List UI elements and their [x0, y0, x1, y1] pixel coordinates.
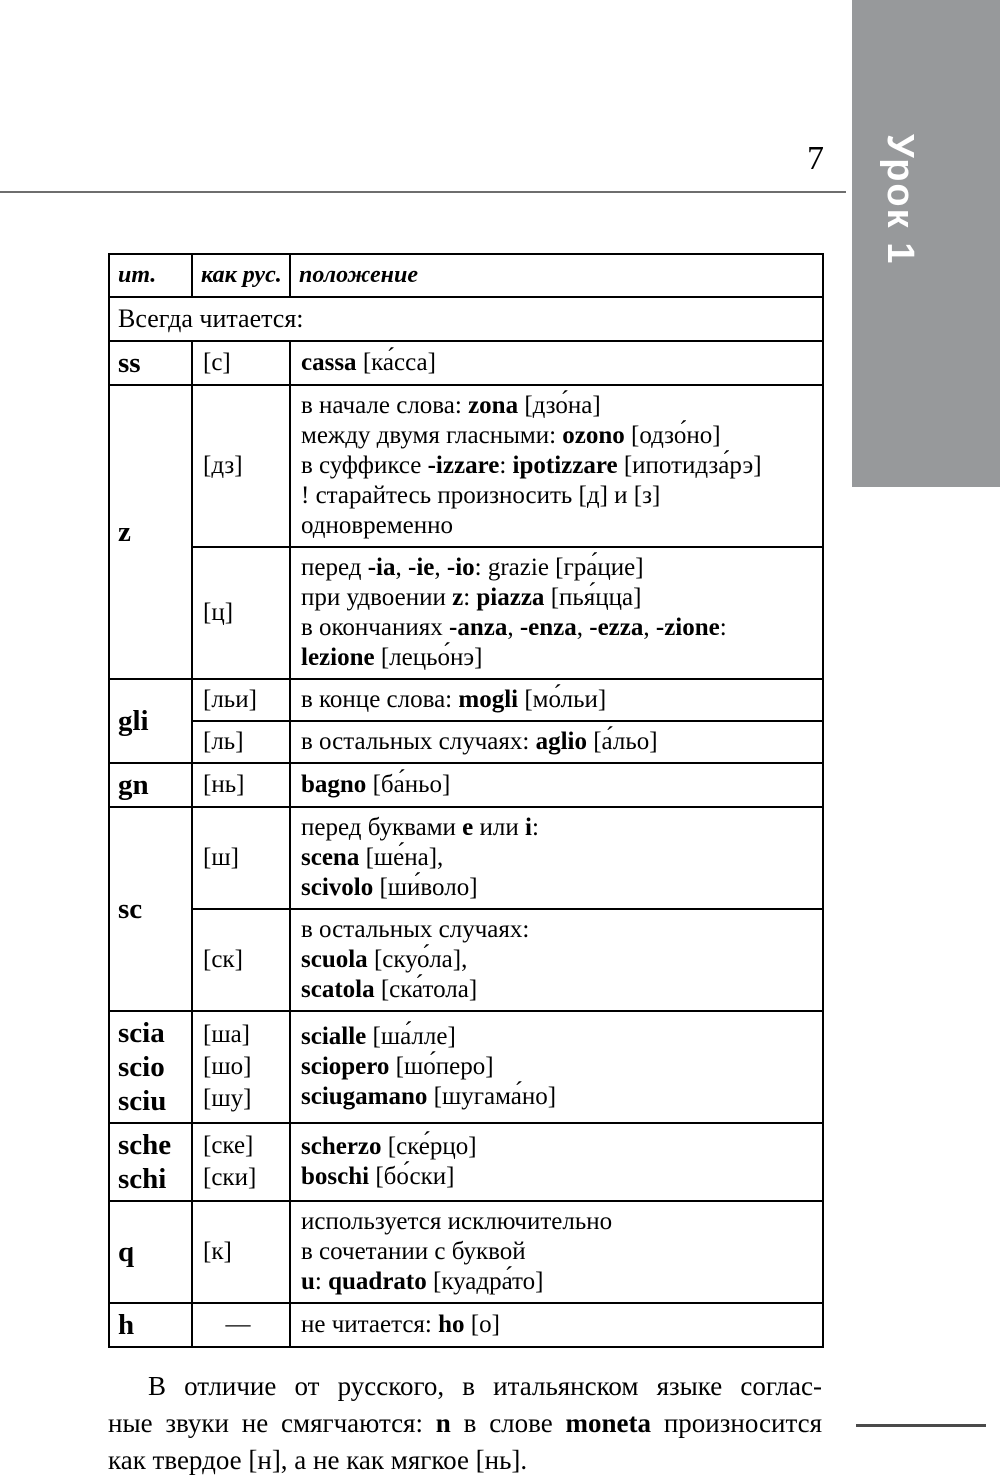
letter-cell: q — [109, 1201, 192, 1303]
table-row — [109, 679, 823, 721]
col-header-russian: как рус. — [192, 254, 290, 297]
position-cell: не читается: ho [о] — [290, 1303, 823, 1347]
col-header-position: положение — [290, 254, 823, 297]
table-row — [109, 385, 823, 547]
table-row — [109, 721, 823, 763]
sound-cell: [ша] [шо] [шу] — [192, 1011, 290, 1123]
lesson-tab-label: Урок 1 — [879, 134, 921, 266]
lesson-tab — [852, 0, 1000, 487]
table-row — [109, 1123, 823, 1201]
position-cell: scherzo [ске́рцо] boschi [бо́ски] — [290, 1123, 823, 1201]
page-content — [108, 253, 822, 1479]
sound-cell: [нь] — [192, 763, 290, 807]
table-row — [109, 909, 823, 1011]
sound-cell: [льи] — [192, 679, 290, 721]
table-row — [109, 1303, 823, 1347]
table-row — [109, 1011, 823, 1123]
sound-cell: [дз] — [192, 385, 290, 547]
position-cell: в остальных случаях: scuola [скуо́ла], scatola [ска́тола] — [290, 909, 823, 1011]
position-cell: перед буквами e или i: scena [ше́на], scivolo [ши́воло] — [290, 807, 823, 909]
position-cell: в конце слова: mogli [мо́льи] — [290, 679, 823, 721]
section-title: Всегда читается: — [109, 297, 823, 341]
letter-cell: scia scio sciu — [109, 1011, 192, 1123]
letter-cell: h — [109, 1303, 192, 1347]
letter-cell: z — [109, 385, 192, 679]
position-cell: scialle [ша́лле] sciopero [шо́перо] sciugamano [шугама́но] — [290, 1011, 823, 1123]
sound-cell: [ск] — [192, 909, 290, 1011]
position-cell: bagno [ба́ньо] — [290, 763, 823, 807]
sound-cell: [ль] — [192, 721, 290, 763]
header-rule — [0, 191, 846, 193]
table-row — [109, 547, 823, 679]
position-cell: в остальных случаях: aglio [а́льо] — [290, 721, 823, 763]
position-cell: cassa [ка́сса] — [290, 341, 823, 385]
sound-cell: [ске] [ски] — [192, 1123, 290, 1201]
table-row — [109, 763, 823, 807]
bottom-edge-line — [856, 1424, 986, 1427]
sound-cell: — — [192, 1303, 290, 1347]
col-header-italian: ит. — [109, 254, 192, 297]
section-row — [109, 297, 823, 341]
table-row — [109, 807, 823, 909]
sound-cell: [ш] — [192, 807, 290, 909]
letter-cell: sche schi — [109, 1123, 192, 1201]
letter-cell: sc — [109, 807, 192, 1011]
pronunciation-table — [108, 253, 824, 1348]
letter-cell: gn — [109, 763, 192, 807]
table-header-row — [109, 254, 823, 297]
letter-cell: gli — [109, 679, 192, 763]
sound-cell: [с] — [192, 341, 290, 385]
position-cell: в начале слова: zona [дзо́на] между двумя гласными: ozono [одзо́но] в суффиксе -izzare: ipotizzare [ипотидза́рэ] ! старайтесь произносить [д] и [з] одновременно — [290, 385, 823, 547]
page-number: 7 — [807, 140, 824, 177]
footer-paragraph: В отличие от русского, в итальянском языке соглас- ные звуки не смягчаются: n в слове moneta произносится как твердое [н], а не как мягкое [нь]. — [108, 1371, 822, 1475]
letter-cell: ss — [109, 341, 192, 385]
table-row — [109, 1201, 823, 1303]
table-row — [109, 341, 823, 385]
position-cell: используется исключительно в сочетании с буквой u: quadrato [куадра́то] — [290, 1201, 823, 1303]
sound-cell: [к] — [192, 1201, 290, 1303]
position-cell: перед -ia, -ie, -io: grazie [гра́цие] при удвоении z: piazza [пья́цца] в окончаниях -anza, -enza, -ezza, -zione: lezione [лецьо́нэ] — [290, 547, 823, 679]
sound-cell: [ц] — [192, 547, 290, 679]
